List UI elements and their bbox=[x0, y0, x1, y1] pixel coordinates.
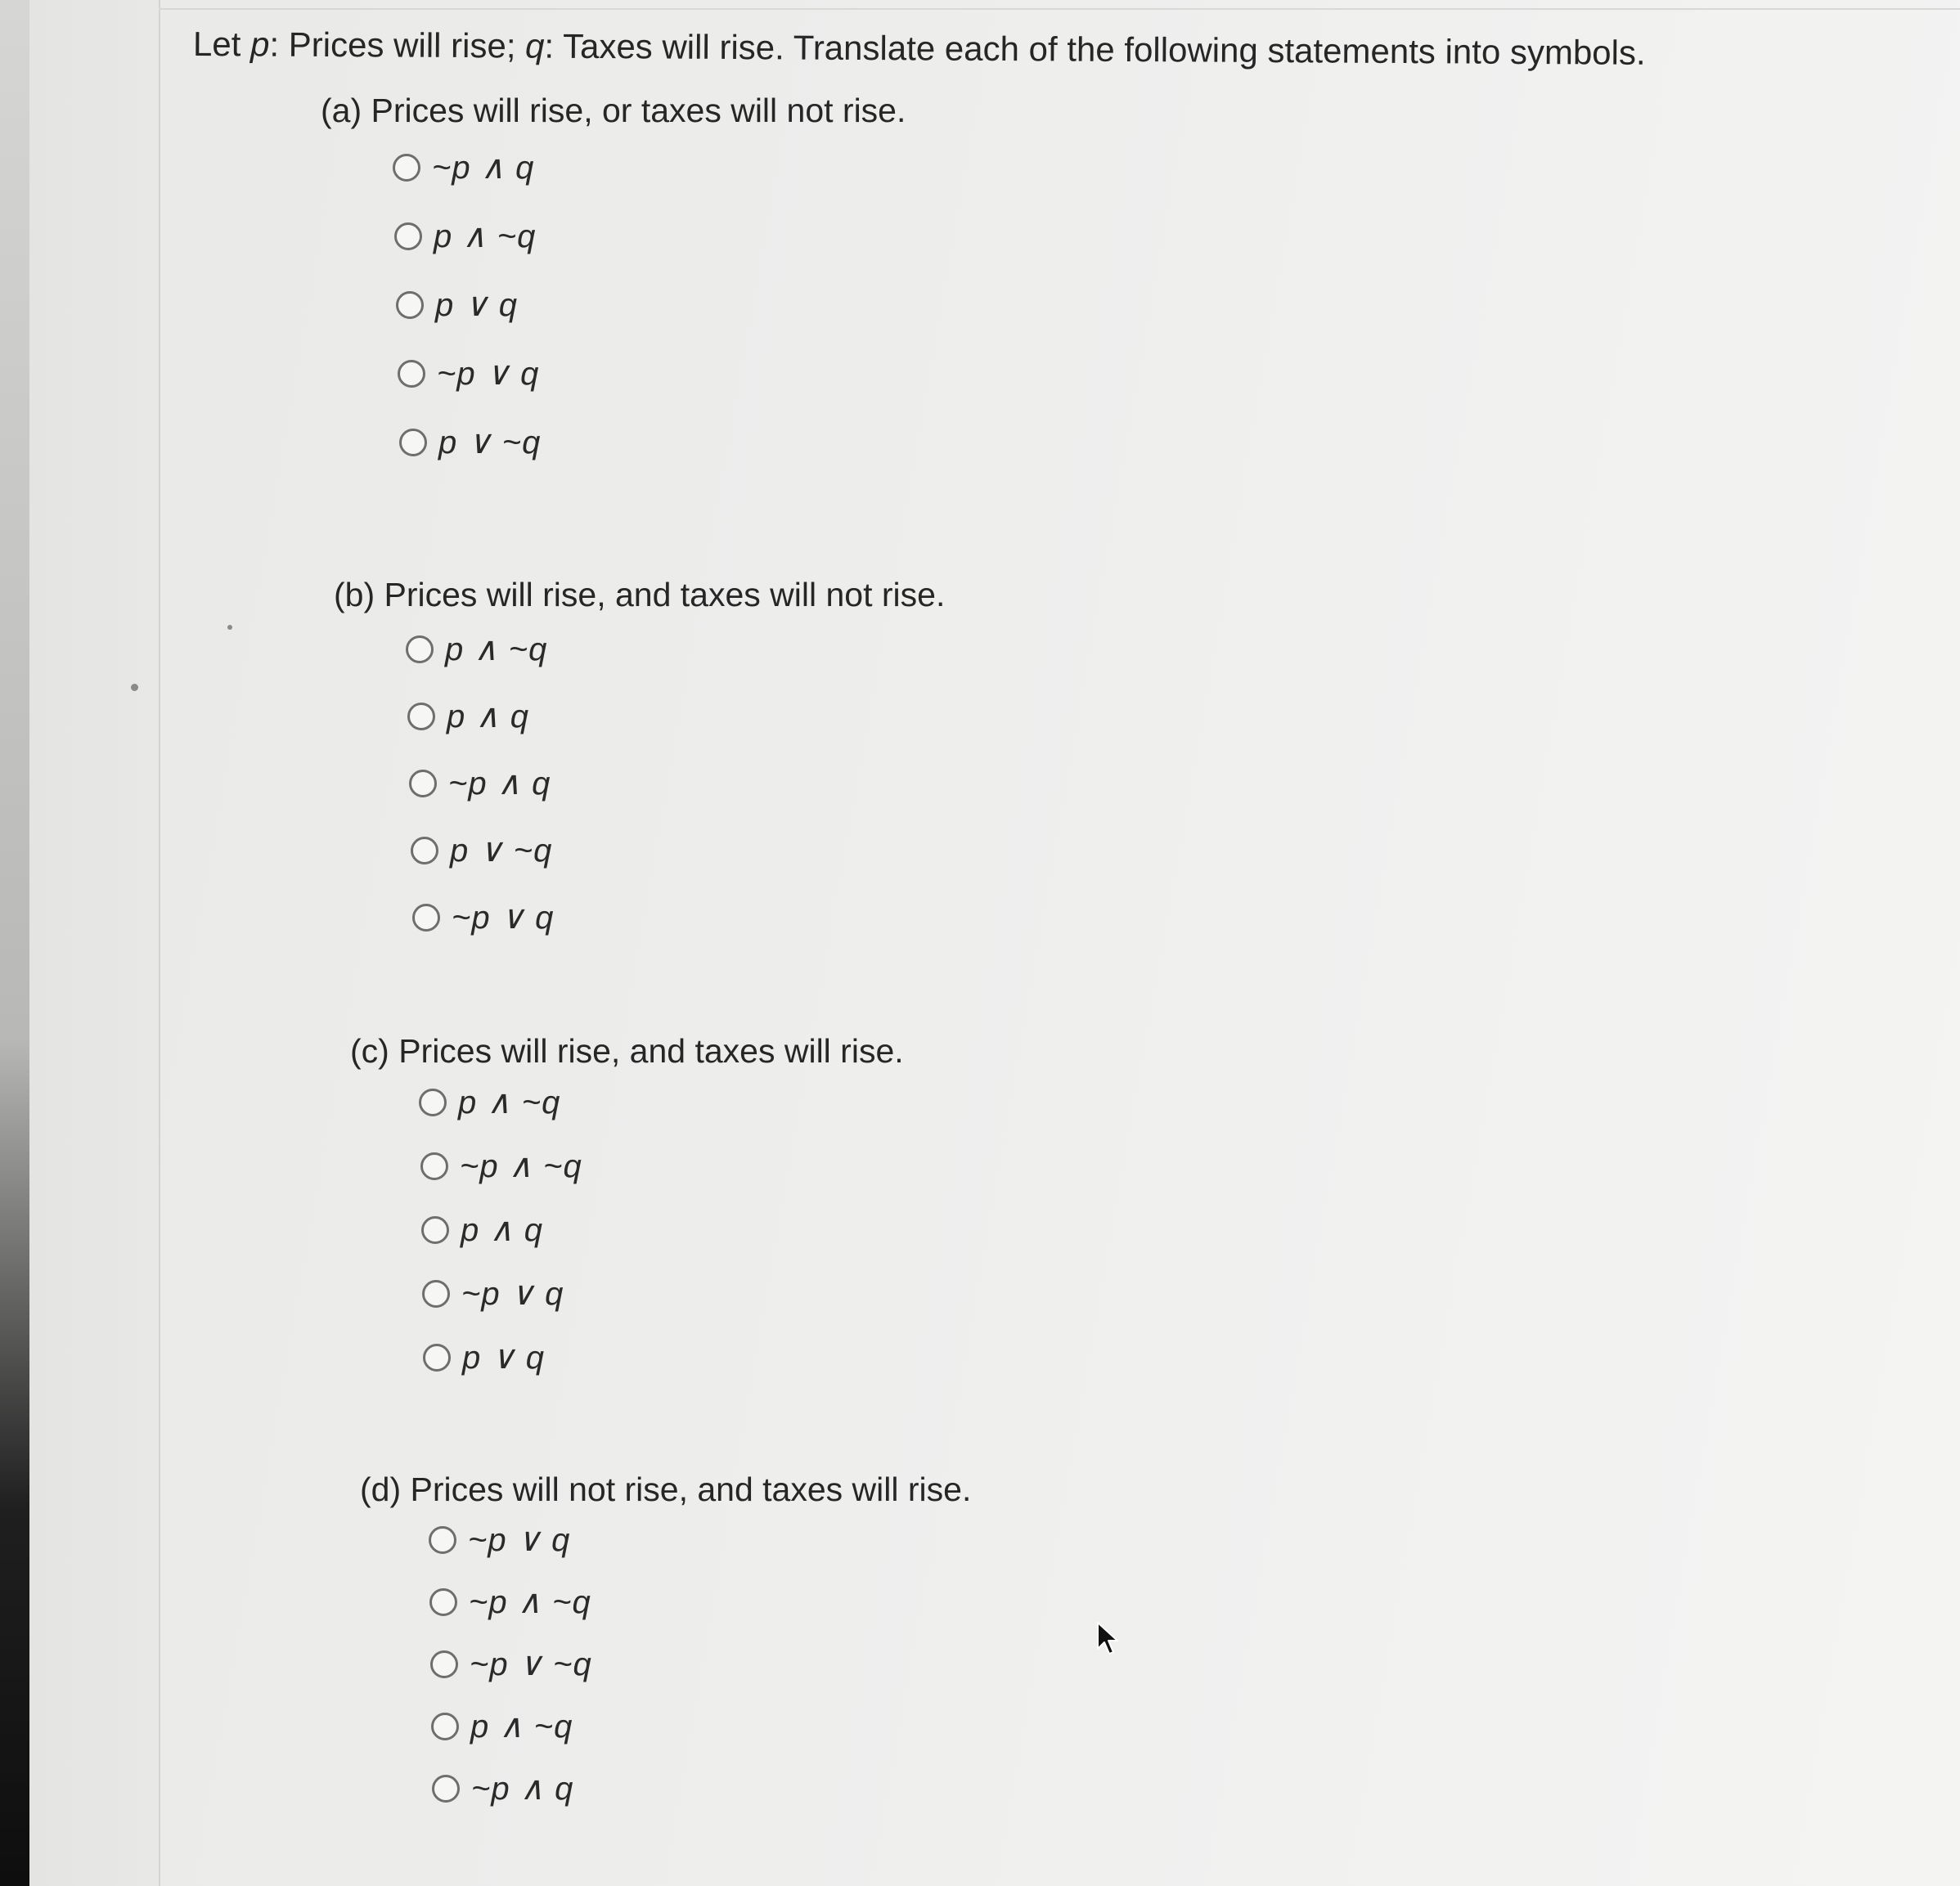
screen-speck bbox=[131, 684, 138, 691]
choice-option[interactable]: ~p ∨ ~q bbox=[430, 1633, 971, 1695]
radio-button[interactable] bbox=[429, 1526, 456, 1554]
part-c bbox=[350, 1032, 904, 1390]
choice-option[interactable]: ~p ∧ q bbox=[432, 1758, 971, 1820]
choice-option[interactable]: ~p ∨ q bbox=[398, 339, 906, 408]
q-symbol: q bbox=[524, 26, 545, 65]
choice-option[interactable]: ~p ∨ q bbox=[422, 1262, 904, 1326]
monitor-bezel bbox=[0, 0, 29, 1886]
radio-button[interactable] bbox=[396, 291, 424, 319]
mouse-pointer-icon bbox=[1096, 1621, 1121, 1657]
choice-option[interactable]: p ∨ ~q bbox=[399, 408, 906, 477]
choice-option[interactable]: p ∨ q bbox=[423, 1326, 904, 1390]
radio-button[interactable] bbox=[419, 1089, 447, 1116]
choice-list bbox=[419, 1071, 904, 1390]
choice-option[interactable]: ~p ∧ q bbox=[393, 133, 906, 202]
choice-option[interactable]: p ∧ q bbox=[407, 683, 945, 750]
choice-option[interactable]: ~p ∧ ~q bbox=[429, 1571, 971, 1633]
radio-button[interactable] bbox=[430, 1650, 458, 1678]
screen-speck bbox=[227, 625, 232, 630]
choice-option[interactable]: ~p ∨ q bbox=[429, 1509, 971, 1571]
radio-button[interactable] bbox=[420, 1152, 448, 1180]
radio-button[interactable] bbox=[422, 1280, 450, 1308]
part-prompt: (c) Prices will rise, and taxes will rise. bbox=[350, 1032, 904, 1070]
choice-list bbox=[429, 1509, 971, 1820]
choice-option[interactable]: p ∨ q bbox=[396, 271, 906, 339]
choice-option[interactable]: p ∨ ~q bbox=[411, 817, 945, 884]
part-a bbox=[321, 92, 906, 477]
part-d bbox=[360, 1471, 971, 1820]
part-prompt: (a) Prices will rise, or taxes will not rise. bbox=[321, 92, 906, 129]
radio-button[interactable] bbox=[399, 429, 427, 456]
radio-button[interactable] bbox=[406, 635, 434, 663]
radio-button[interactable] bbox=[423, 1344, 451, 1372]
radio-button[interactable] bbox=[411, 837, 438, 864]
choice-option[interactable]: p ∧ ~q bbox=[419, 1071, 904, 1134]
choice-option[interactable]: p ∧ ~q bbox=[431, 1695, 971, 1758]
top-divider bbox=[159, 8, 1960, 10]
choice-option[interactable]: p ∧ q bbox=[421, 1198, 904, 1262]
radio-button[interactable] bbox=[431, 1713, 459, 1740]
radio-button[interactable] bbox=[394, 222, 422, 250]
choice-option[interactable]: p ∧ ~q bbox=[394, 202, 906, 271]
part-prompt: (d) Prices will not rise, and taxes will rise. bbox=[360, 1471, 972, 1508]
choice-list bbox=[393, 133, 906, 477]
radio-button[interactable] bbox=[409, 770, 437, 797]
radio-button[interactable] bbox=[412, 904, 440, 932]
radio-button[interactable] bbox=[429, 1588, 457, 1616]
p-symbol: p bbox=[249, 25, 270, 64]
radio-button[interactable] bbox=[407, 703, 435, 730]
choice-option[interactable]: p ∧ ~q bbox=[406, 616, 945, 683]
choice-list bbox=[406, 616, 945, 951]
choice-option[interactable]: ~p ∧ ~q bbox=[420, 1134, 904, 1198]
choice-option[interactable]: ~p ∨ q bbox=[412, 884, 945, 951]
radio-button[interactable] bbox=[393, 154, 420, 182]
choice-option[interactable]: ~p ∧ q bbox=[409, 750, 945, 817]
part-prompt: (b) Prices will rise, and taxes will not rise. bbox=[334, 576, 946, 613]
question-intro: Let p: Prices will rise; q: Taxes will rise. Translate each of the following statements into symbols. bbox=[192, 25, 1646, 72]
part-b bbox=[334, 576, 945, 951]
left-margin bbox=[29, 0, 159, 1886]
radio-button[interactable] bbox=[432, 1775, 460, 1803]
radio-button[interactable] bbox=[398, 360, 425, 388]
radio-button[interactable] bbox=[421, 1216, 449, 1244]
